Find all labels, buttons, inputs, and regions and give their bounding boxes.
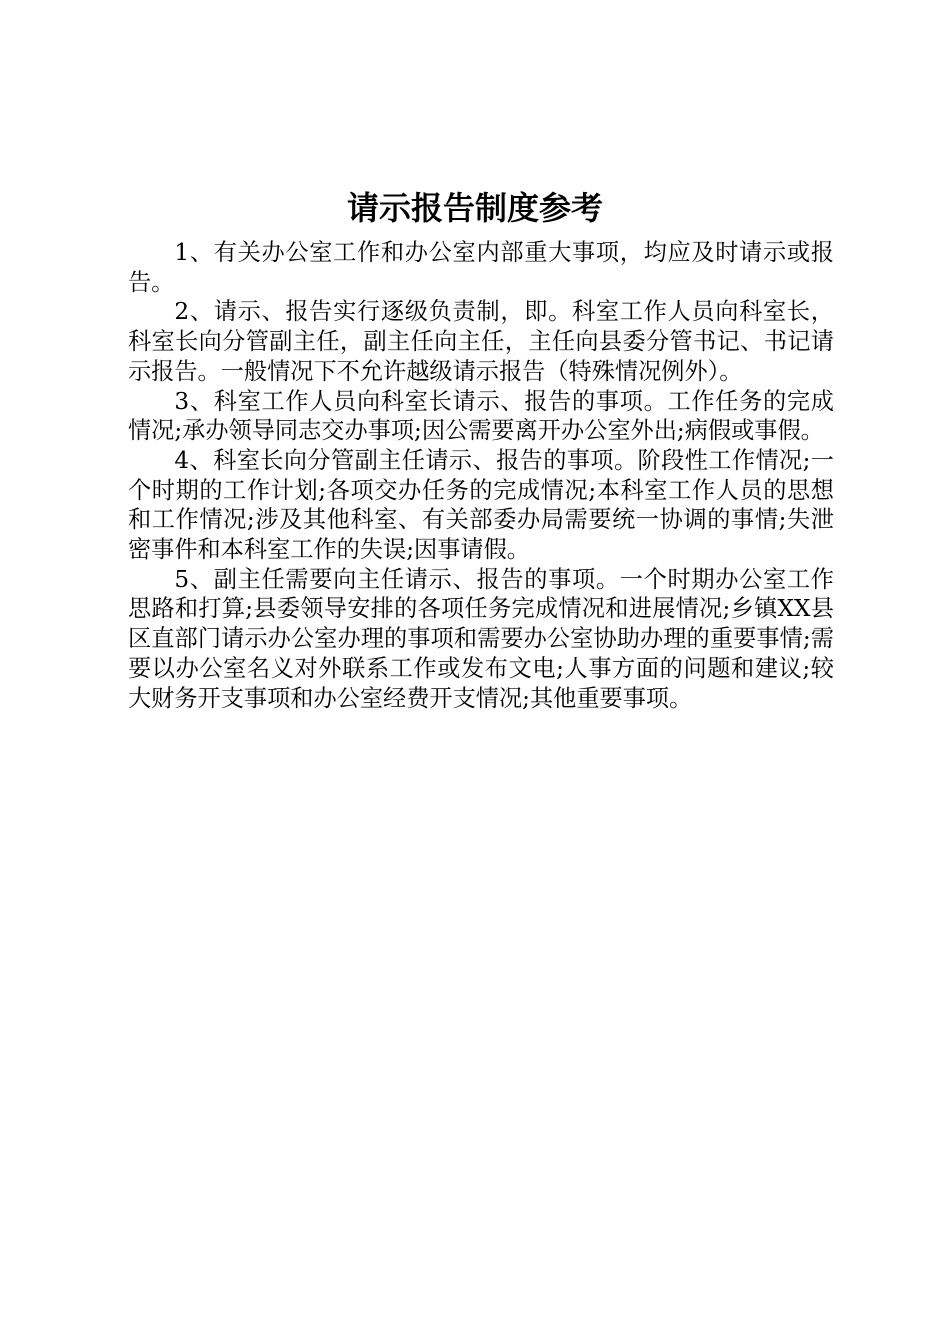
paragraph-5: 5、副主任需要向主任请示、报告的事项。一个时期办公室工作思路和打算;县委领导安排的各项任务完成情况和进展情况;乡镇XX县区直部门请示办公室办理的事项和需要办公室协助办理的重要事情;需要以办公室名义对外联系工作或发布文电;人事方面的问题和建议;较大财务开支事项和办公室经费开支情况;其他重要事项。 <box>128 565 834 712</box>
paragraph-3: 3、科室工作人员向科室长请示、报告的事项。工作任务的完成情况;承办领导同志交办事项;因公需要离开办公室外出;病假或事假。 <box>128 387 834 445</box>
document-body <box>128 238 834 713</box>
paragraph-1: 1、有关办公室工作和办公室内部重大事项，均应及时请示或报告。 <box>128 239 834 296</box>
paragraph-2: 2、请示、报告实行逐级负责制，即。科室工作人员向科室长，科室长向分管副主任，副主任向主任，主任向县委分管书记、书记请示报告。一般情况下不允许越级请示报告（特殊情况例外）。 <box>128 298 834 385</box>
paragraph-4: 4、科室长向分管副主任请示、报告的事项。阶段性工作情况;一个时期的工作计划;各项交办任务的完成情况;本科室工作人员的思想和工作情况;涉及其他科室、有关部委办局需要统一协调的事情;失泄密事件和本科室工作的失误;因事请假。 <box>128 446 834 564</box>
document-title: 请示报告制度参考 <box>346 189 603 227</box>
